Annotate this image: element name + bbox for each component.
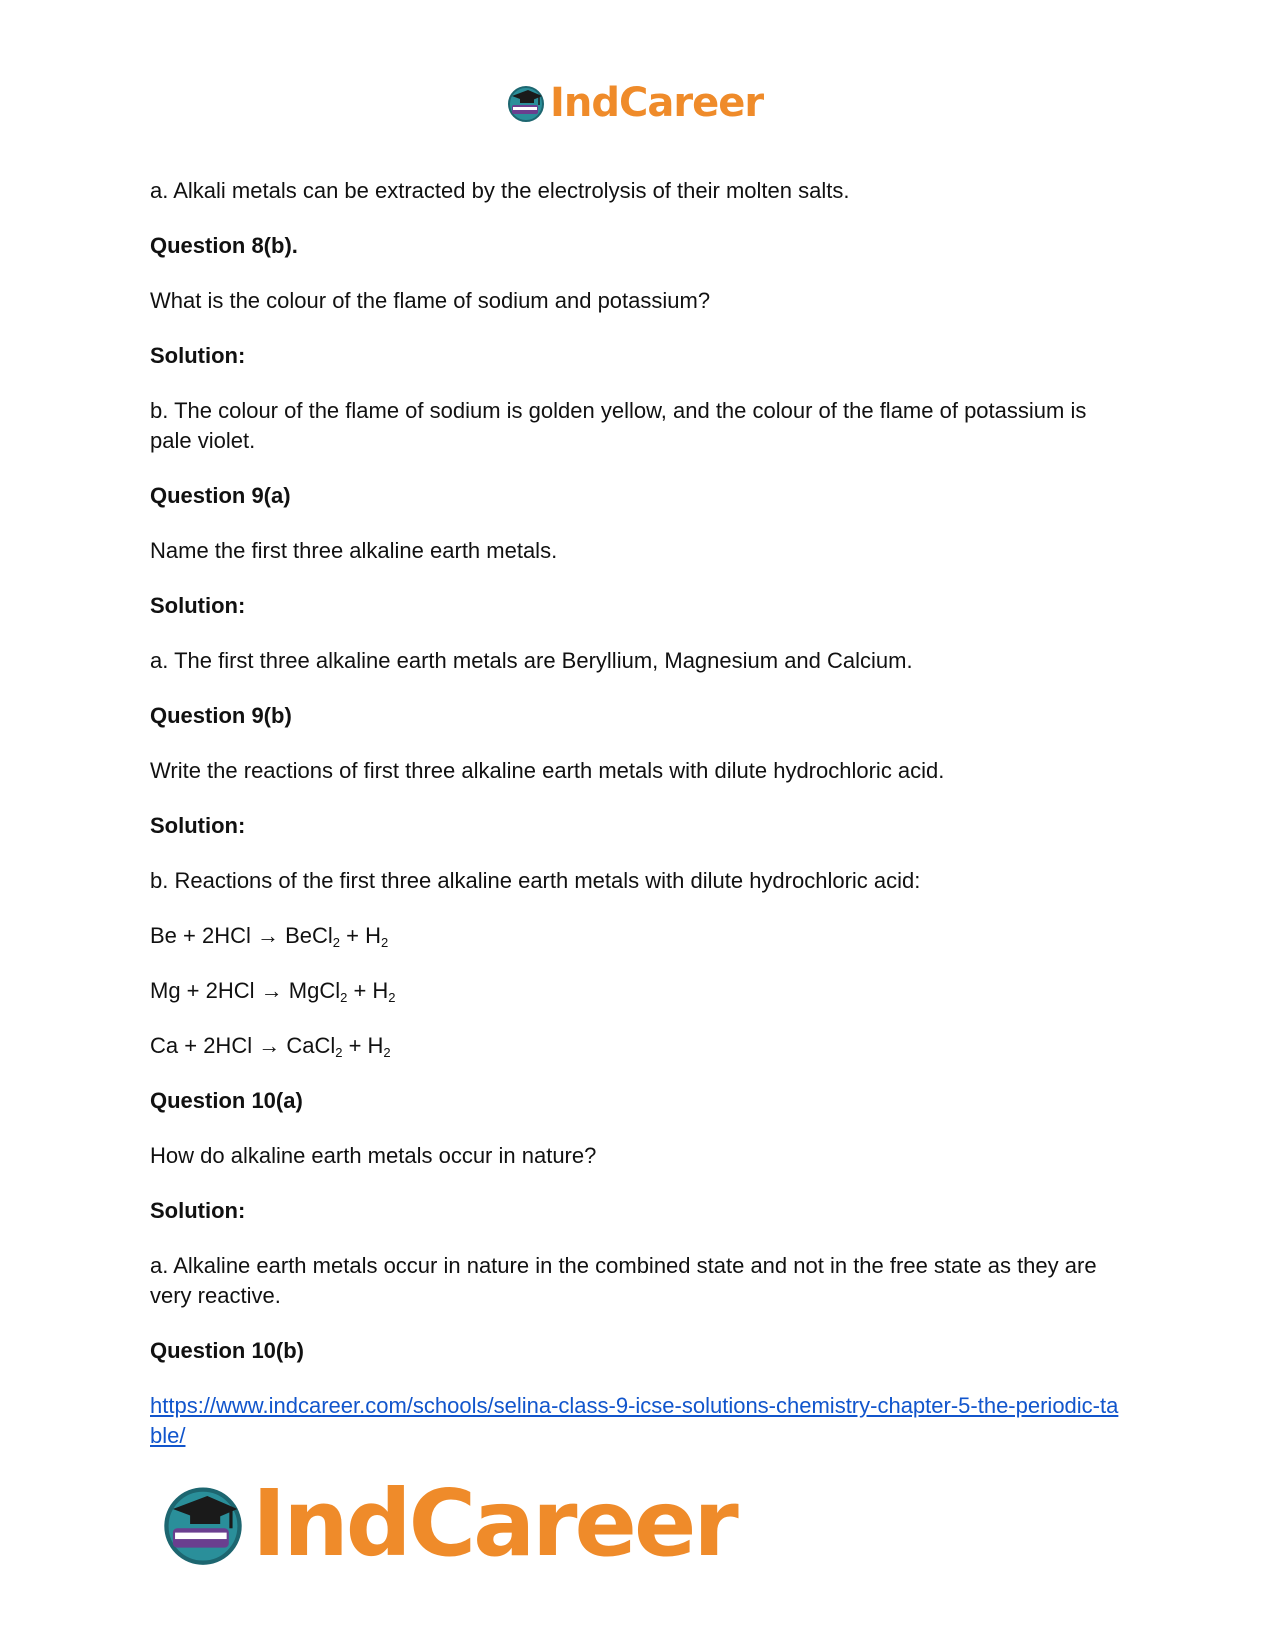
solution-label: Solution: <box>150 1198 246 1223</box>
graduation-cap-book-globe-icon <box>506 83 546 123</box>
answer-8a-text: a. Alkali metals can be extracted by the electrolysis of their molten salts. <box>150 178 850 203</box>
document-body <box>150 176 1125 1451</box>
equation-calcium: Ca + 2HCl → CaCl$_2$ + $H_2$ <box>150 1033 391 1060</box>
equation-beryllium: Be + 2HCl → BeCl$_2$ + $H_2$ <box>150 923 389 950</box>
answer-9b-intro: b. Reactions of the first three alkaline earth metals with dilute hydrochloric acid: <box>150 868 921 893</box>
equation-magnesium: Mg + 2HCl → MgCl$_2$ + $H_2$ <box>150 978 396 1005</box>
answer-10a-text: a. Alkaline earth metals occur in nature in the combined state and not in the free state as they are very reactive. <box>150 1253 1097 1308</box>
footer-logo <box>160 1470 736 1577</box>
solution-label: Solution: <box>150 813 246 838</box>
question-10a-heading: Question 10(a) <box>150 1088 303 1113</box>
footer-logo-text: IndCareer <box>252 1470 736 1577</box>
question-9a-text: Name the first three alkaline earth metals. <box>150 538 558 563</box>
question-9a-heading: Question 9(a) <box>150 483 291 508</box>
header-logo <box>506 80 763 126</box>
answer-9a-text: a. The first three alkaline earth metals are Beryllium, Magnesium and Calcium. <box>150 648 913 673</box>
header-logo-text: IndCareer <box>550 80 764 126</box>
question-8b-heading: Question 8(b). <box>150 233 298 258</box>
answer-8b-text: b. The colour of the flame of sodium is golden yellow, and the colour of the flame of potassium is pale violet. <box>150 398 1087 453</box>
question-10a-text: How do alkaline earth metals occur in nature? <box>150 1143 597 1168</box>
source-link[interactable]: https://www.indcareer.com/schools/selina-class-9-icse-solutions-chemistry-chapter-5-the-periodic-table/ <box>150 1393 1119 1448</box>
question-8b-text: What is the colour of the flame of sodium and potassium? <box>150 288 711 313</box>
question-9b-heading: Question 9(b) <box>150 703 292 728</box>
question-10b-heading: Question 10(b) <box>150 1338 305 1363</box>
graduation-cap-book-globe-icon <box>160 1481 246 1567</box>
question-9b-text: Write the reactions of first three alkaline earth metals with dilute hydrochloric acid. <box>150 758 945 783</box>
solution-label: Solution: <box>150 343 246 368</box>
solution-label: Solution: <box>150 593 246 618</box>
